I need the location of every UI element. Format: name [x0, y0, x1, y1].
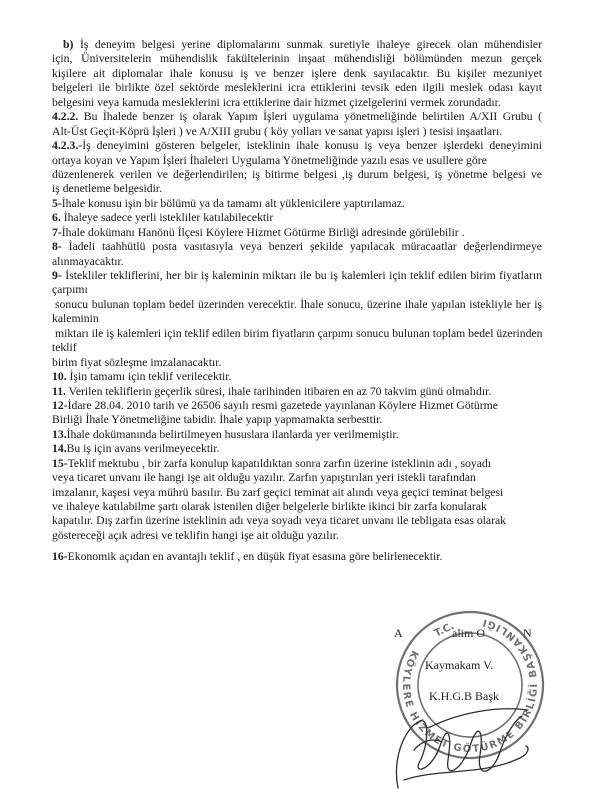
text-line: [52, 327, 542, 341]
text-line: [52, 370, 542, 384]
text-line: [52, 240, 542, 254]
item-number: 8-: [52, 240, 62, 254]
stamp-and-signature: [370, 600, 570, 796]
item-number: 12-: [52, 398, 68, 412]
line-text: İş deneyim belgesi yerine diplomalarını sunmak suretiyle ihaleye girecek olan mühendisler: [73, 38, 542, 51]
line-text: Verilen tekliflerin geçerlik süresi, ihale tarihinden itibaren en az 70 takvim günü olmalıdır.: [65, 384, 492, 398]
line-text: iş denetleme belgesidir.: [52, 182, 163, 196]
stamp-ring-textpath: KÖYLERE HİZMET GÖTÜRME BİRLİĞİ BAŞKANLIĞI: [399, 616, 541, 756]
text-line: [52, 298, 542, 312]
line-text: veya ticaret unvanı ile hangi işe ait olduğu yazılır. Zarfın yapıştırılan yeri istekli tarafından: [52, 471, 476, 485]
text-line: [52, 529, 542, 543]
line-text: düzenlenerek verilen ve değerlendirilen; iş bitirme belgesi ,iş durum belgesi, iş yönetme belgesi ve: [52, 167, 542, 181]
line-text: için, Üniversitelerin mühendislik fakültelerinin inşaat mühendisliği bölümünden mezun gerçek: [52, 52, 542, 66]
signatory-name-fragment: N: [523, 626, 532, 640]
line-text: imzalanır, kaşesi veya mührü basılır. Bu zarf geçici teminat ait alındı veya geçici teminat belgesi: [52, 485, 504, 499]
line-text: ve ihaleye katılabilme şartı olarak istenilen diğer belgelerle birlikte ikinci bir zarfa konularak: [52, 500, 487, 513]
line-text: Teklif mektubu , bir zarfa konulup kapatıldıktan sonra zarfın üzerine isteklinin adı , soyadı: [67, 456, 491, 470]
item-number: 13.: [52, 427, 67, 441]
text-line: [52, 269, 542, 283]
text-line: [52, 197, 542, 211]
item-number: 15-: [52, 456, 68, 470]
line-text: kişilere ait diplomalar ihale konusu iş ve benzer işlere denk sayılacaktır. Bu kişiler mezuniyet: [52, 66, 542, 80]
text-line: [52, 457, 542, 471]
stamp-ring-text: [382, 602, 563, 778]
line-text: İadeli taahhütlü posta vasıtasıyla veya benzeri şekilde yapılacak müracaatlar değerlendirmeye: [61, 240, 542, 254]
signatory-organization: K.H.G.B Başk: [429, 689, 500, 703]
line-text: göstereceği açık adresi ve teklifin hangi işe ait olduğu yazılır.: [52, 528, 339, 542]
document-body: [52, 38, 542, 565]
text-line: [52, 413, 542, 427]
text-line: [52, 125, 542, 139]
line-text: ortaya koyan ve Yapım İşleri İhaleleri Uygulama Yönetmeliğinde yazılı esas ve usullere göre: [52, 153, 487, 167]
text-line: [52, 312, 542, 326]
line-text: İş deneyimini gösteren belgeler, isteklinin ihale konusu iş veya benzer işlerdeki deneyimini: [82, 139, 542, 153]
text-line: [52, 52, 542, 66]
line-text: kaleminin: [52, 312, 99, 326]
signatory-title: Kaymakam V.: [425, 658, 494, 672]
official-stamp: [373, 600, 567, 782]
line-text: kapatılır. Dış zarfın üzerine isteklinin adı veya soyadı veya ticaret unvanı ile tebligata esas olarak: [52, 514, 507, 528]
text-line: [52, 182, 542, 196]
text-line: [52, 168, 542, 182]
text-line: [52, 341, 542, 355]
item-number: b): [63, 38, 74, 51]
text-line: [52, 399, 542, 413]
item-number: 4.2.2.: [52, 110, 79, 124]
line-text: İhaleye sadece yerli istekliler katılabilecektir: [60, 211, 274, 225]
text-line: [52, 96, 542, 110]
text-line: [52, 500, 542, 514]
text-line: [52, 255, 542, 269]
text-line: [52, 514, 542, 528]
line-text: İhale dokümanında belirtilmeyen hususlara ilanlarda yer verilmemiştir.: [66, 427, 399, 441]
line-text: belgeleri ile birlikte özel sektörde mesleklerini icra ettiklerini tevsik eden ilgili meslek odası kayıt: [52, 81, 542, 95]
text-line: [52, 81, 542, 95]
text-line: [52, 486, 542, 500]
text-line: [52, 38, 542, 52]
text-line: [52, 471, 542, 485]
text-line: [52, 211, 542, 225]
line-text: İhale dokümanı Hanönü İlçesi Köylere Hizmet Götürme Birliği adresinde görülebilir .: [61, 225, 465, 239]
item-number: 9-: [52, 269, 62, 282]
line-text: belgesini veya kamuda mesleklerini icra ettiklerine dair hizmet çizelgelerini vermek zorundadır.: [52, 95, 501, 109]
item-number: 7-: [52, 225, 62, 239]
text-line: [52, 550, 542, 564]
line-text: İdare 28.04. 2010 tarih ve 26506 sayılı resmi gazetede yayınlanan Köylere Hizmet Götürme: [67, 398, 498, 412]
line-text: Alt-Üst Geçit-Köprü İşleri ) ve A/XIII grubu ( köy yolları ve sanat yapısı işleri ) tesisi inşaatları.: [52, 124, 503, 138]
text-line: [52, 67, 542, 81]
line-text: Bu İhalede benzer iş olarak Yapım İşleri uygulama yönetmeliğinde belirtilen A/XII Grubu (: [78, 110, 542, 124]
line-text: İstekliler tekliflerini, her bir iş kaleminin miktarı ile bu iş kalemleri için teklif edilen birim fiyatların: [61, 269, 542, 282]
line-text: çarpımı: [52, 283, 88, 297]
line-text: Ekonomik açıdan en avantajlı teklif , en düşük fiyat esasına göre belirlenecektir.: [67, 550, 443, 564]
text-line: [52, 356, 542, 370]
line-text: sonucu bulunan toplam bedel üzerinden verecektir. İhale sonucu, üzerine ihale yapılan istekliyle her iş: [55, 297, 542, 311]
text-line: [52, 226, 542, 240]
text-line: [52, 442, 542, 456]
line-text: Birliği İhale Yönetmeliğine tabidir. İhale yapıp yapmamakta serbesttir.: [52, 413, 383, 427]
text-line: [52, 110, 542, 124]
line-text: miktarı ile iş kalemleri için teklif edilen birim fiyatların çarpımı sonucu bulunan toplam bedel üzerinden: [55, 326, 542, 340]
text-line: [52, 283, 542, 297]
text-line: [52, 428, 542, 442]
line-text: alınmayacaktır.: [52, 254, 124, 268]
line-text: İşin tamamı için teklif verilecektir.: [66, 370, 232, 384]
item-number: 16-: [52, 550, 68, 564]
stamp-top-text: T.C.: [432, 620, 456, 640]
signatory-name-fragment: alim O: [452, 626, 485, 640]
line-text: teklif: [52, 341, 77, 355]
line-text: İhale konusu işin bir bölümü ya da tamamı alt yüklenicilere yaptırılamaz.: [61, 196, 405, 210]
signatory-name-fragment: A: [394, 626, 403, 640]
item-number: 10.: [52, 370, 67, 384]
text-line: [52, 139, 542, 153]
item-number: 14.: [52, 442, 67, 456]
text-line: [52, 385, 542, 399]
item-number: 11.: [52, 384, 66, 398]
item-number: 5-: [52, 196, 62, 210]
line-text: Bu iş için avans verilmeyecektir.: [66, 442, 220, 456]
line-text: birim fiyat sözleşme imzalanacaktır.: [52, 355, 222, 369]
text-line: [52, 154, 542, 168]
item-number: 4.2.3.-: [52, 139, 83, 153]
item-number: 6.: [52, 211, 61, 225]
